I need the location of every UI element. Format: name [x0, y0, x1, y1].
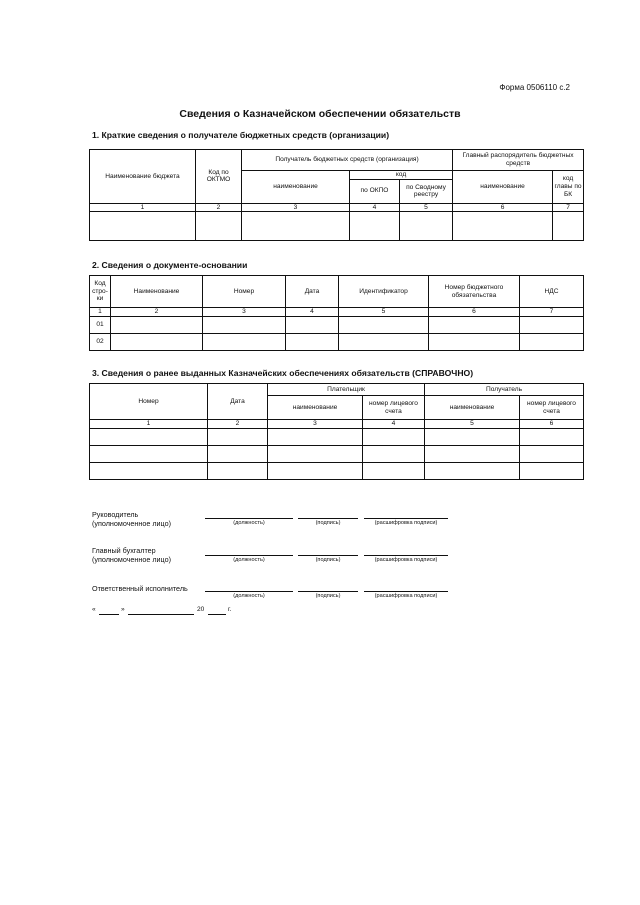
- cell[interactable]: [90, 428, 208, 445]
- signature-role: Главный бухгалтер: [92, 546, 156, 555]
- cell[interactable]: [520, 462, 584, 479]
- header-name: Наименование: [111, 276, 203, 308]
- signature-role-note: (уполномоченное лицо): [92, 555, 171, 565]
- header-recipient-group: Получатель бюджетных средств (организация): [242, 150, 453, 171]
- col-number: 6: [429, 308, 520, 317]
- col-number: 3: [242, 203, 350, 212]
- signature-caption: (подпись): [315, 593, 341, 599]
- cell[interactable]: [268, 428, 363, 445]
- table-row: [90, 333, 584, 350]
- section1-heading: 1. Краткие сведения о получателе бюджетных средств (организации): [92, 130, 390, 140]
- cell-registry[interactable]: [400, 212, 453, 241]
- col-number: 4: [286, 308, 339, 317]
- signature-block-head: [92, 510, 171, 529]
- section2-table: [89, 275, 584, 351]
- section3-table: [89, 383, 584, 480]
- cell-number[interactable]: [203, 316, 286, 333]
- header-chief-name: наименование: [453, 171, 553, 204]
- cell-okpo[interactable]: [350, 212, 400, 241]
- signature-role: Ответственный исполнитель: [92, 584, 188, 593]
- col-number: 1: [90, 203, 196, 212]
- section2-heading: 2. Сведения о документе-основании: [92, 260, 248, 270]
- header-row-code: Код стро-ки: [90, 276, 111, 308]
- header-number: Номер: [203, 276, 286, 308]
- cell-recipient-name[interactable]: [242, 212, 350, 241]
- table-row: [90, 428, 584, 445]
- cell-bk-code[interactable]: [553, 212, 584, 241]
- cell-vat[interactable]: [520, 316, 584, 333]
- col-number: 6: [453, 203, 553, 212]
- signature-line[interactable]: [298, 518, 358, 519]
- signature-block-accountant: [92, 546, 171, 565]
- header-chief-group: Главный распорядитель бюджетных средств: [453, 150, 584, 171]
- decoding-caption: (расшифровка подписи): [374, 520, 438, 526]
- cell-name[interactable]: [111, 316, 203, 333]
- table-row: [90, 445, 584, 462]
- date-day-line[interactable]: [99, 614, 119, 615]
- cell-number[interactable]: [203, 333, 286, 350]
- cell[interactable]: [90, 445, 208, 462]
- decoding-line[interactable]: [364, 518, 448, 519]
- decoding-line[interactable]: [364, 591, 448, 592]
- col-number: 4: [350, 203, 400, 212]
- cell-chief-name[interactable]: [453, 212, 553, 241]
- col-number: 6: [520, 420, 584, 429]
- decoding-caption: (расшифровка подписи): [374, 557, 438, 563]
- cell[interactable]: [425, 462, 520, 479]
- col-number: 1: [90, 308, 111, 317]
- header-date: Дата: [208, 384, 268, 420]
- col-number: 2: [111, 308, 203, 317]
- header-bk-code: код главы по БК: [553, 171, 584, 204]
- signature-role-note: (уполномоченное лицо): [92, 519, 171, 529]
- signature-block-executor: [92, 584, 188, 593]
- date-close-quote: »: [121, 606, 125, 613]
- position-caption: (должность): [233, 593, 265, 599]
- cell-name[interactable]: [111, 333, 203, 350]
- date-year-prefix: 20: [197, 606, 205, 613]
- row-code: 02: [90, 333, 111, 350]
- cell[interactable]: [268, 445, 363, 462]
- header-recipient-account: номер лицевого счета: [520, 396, 584, 420]
- col-number: 7: [520, 308, 584, 317]
- form-code: Форма 0506110 с.2: [499, 83, 570, 92]
- position-caption: (должность): [233, 557, 265, 563]
- cell[interactable]: [363, 462, 425, 479]
- col-number: 3: [203, 308, 286, 317]
- cell-identifier[interactable]: [339, 333, 429, 350]
- header-payer-account: номер лицевого счета: [363, 396, 425, 420]
- cell-budget-name[interactable]: [90, 212, 196, 241]
- cell-identifier[interactable]: [339, 316, 429, 333]
- col-number: 7: [553, 203, 584, 212]
- row-code: 01: [90, 316, 111, 333]
- col-number: 1: [90, 420, 208, 429]
- cell[interactable]: [520, 428, 584, 445]
- header-number: Номер: [90, 384, 208, 420]
- cell-date[interactable]: [286, 316, 339, 333]
- header-okpo: по ОКПО: [350, 179, 400, 203]
- date-year-suffix: г.: [228, 606, 232, 613]
- decoding-caption: (расшифровка подписи): [374, 593, 438, 599]
- cell[interactable]: [425, 445, 520, 462]
- header-recipient-group: Получатель: [425, 384, 584, 396]
- cell[interactable]: [363, 445, 425, 462]
- header-oktmo: Код по ОКТМО: [196, 150, 242, 204]
- position-line[interactable]: [205, 555, 293, 556]
- cell[interactable]: [520, 445, 584, 462]
- table-row: [90, 212, 584, 241]
- col-number: 2: [208, 420, 268, 429]
- header-budget-name: Наименование бюджета: [90, 150, 196, 204]
- cell[interactable]: [208, 445, 268, 462]
- date-month-line[interactable]: [128, 614, 194, 615]
- cell[interactable]: [268, 462, 363, 479]
- cell[interactable]: [363, 428, 425, 445]
- cell[interactable]: [425, 428, 520, 445]
- col-number: 5: [339, 308, 429, 317]
- position-line[interactable]: [205, 518, 293, 519]
- cell-date[interactable]: [286, 333, 339, 350]
- header-recipient-name: наименование: [425, 396, 520, 420]
- cell[interactable]: [90, 462, 208, 479]
- signature-line[interactable]: [298, 555, 358, 556]
- col-number: 5: [400, 203, 453, 212]
- header-payer-name: наименование: [268, 396, 363, 420]
- header-vat: НДС: [520, 276, 584, 308]
- cell-oktmo[interactable]: [196, 212, 242, 241]
- col-number: 4: [363, 420, 425, 429]
- section1-table: [89, 149, 584, 241]
- table-row: [90, 462, 584, 479]
- signature-caption: (подпись): [315, 557, 341, 563]
- header-payer-group: Плательщик: [268, 384, 425, 396]
- date-year-line[interactable]: [208, 614, 226, 615]
- cell-vat[interactable]: [520, 333, 584, 350]
- col-number: 5: [425, 420, 520, 429]
- table-row: [90, 316, 584, 333]
- header-registry: по Сводному реестру: [400, 179, 453, 203]
- position-caption: (должность): [233, 520, 265, 526]
- header-code-group: код: [350, 171, 453, 180]
- col-number: 2: [196, 203, 242, 212]
- page-title: Сведения о Казначейском обеспечении обязательств: [179, 108, 461, 120]
- cell[interactable]: [208, 462, 268, 479]
- cell-obligation-number[interactable]: [429, 333, 520, 350]
- position-line[interactable]: [205, 591, 293, 592]
- signature-role: Руководитель: [92, 510, 139, 519]
- section3-heading: 3. Сведения о ранее выданных Казначейских обеспечениях обязательств (СПРАВОЧНО): [92, 368, 474, 378]
- signature-line[interactable]: [298, 591, 358, 592]
- decoding-line[interactable]: [364, 555, 448, 556]
- header-identifier: Идентификатор: [339, 276, 429, 308]
- signature-caption: (подпись): [315, 520, 341, 526]
- col-number: 3: [268, 420, 363, 429]
- date-open-quote: «: [92, 606, 96, 613]
- cell[interactable]: [208, 428, 268, 445]
- cell-obligation-number[interactable]: [429, 316, 520, 333]
- header-recipient-name: наименование: [242, 171, 350, 204]
- header-date: Дата: [286, 276, 339, 308]
- header-obligation-number: Номер бюджетного обязательства: [429, 276, 520, 308]
